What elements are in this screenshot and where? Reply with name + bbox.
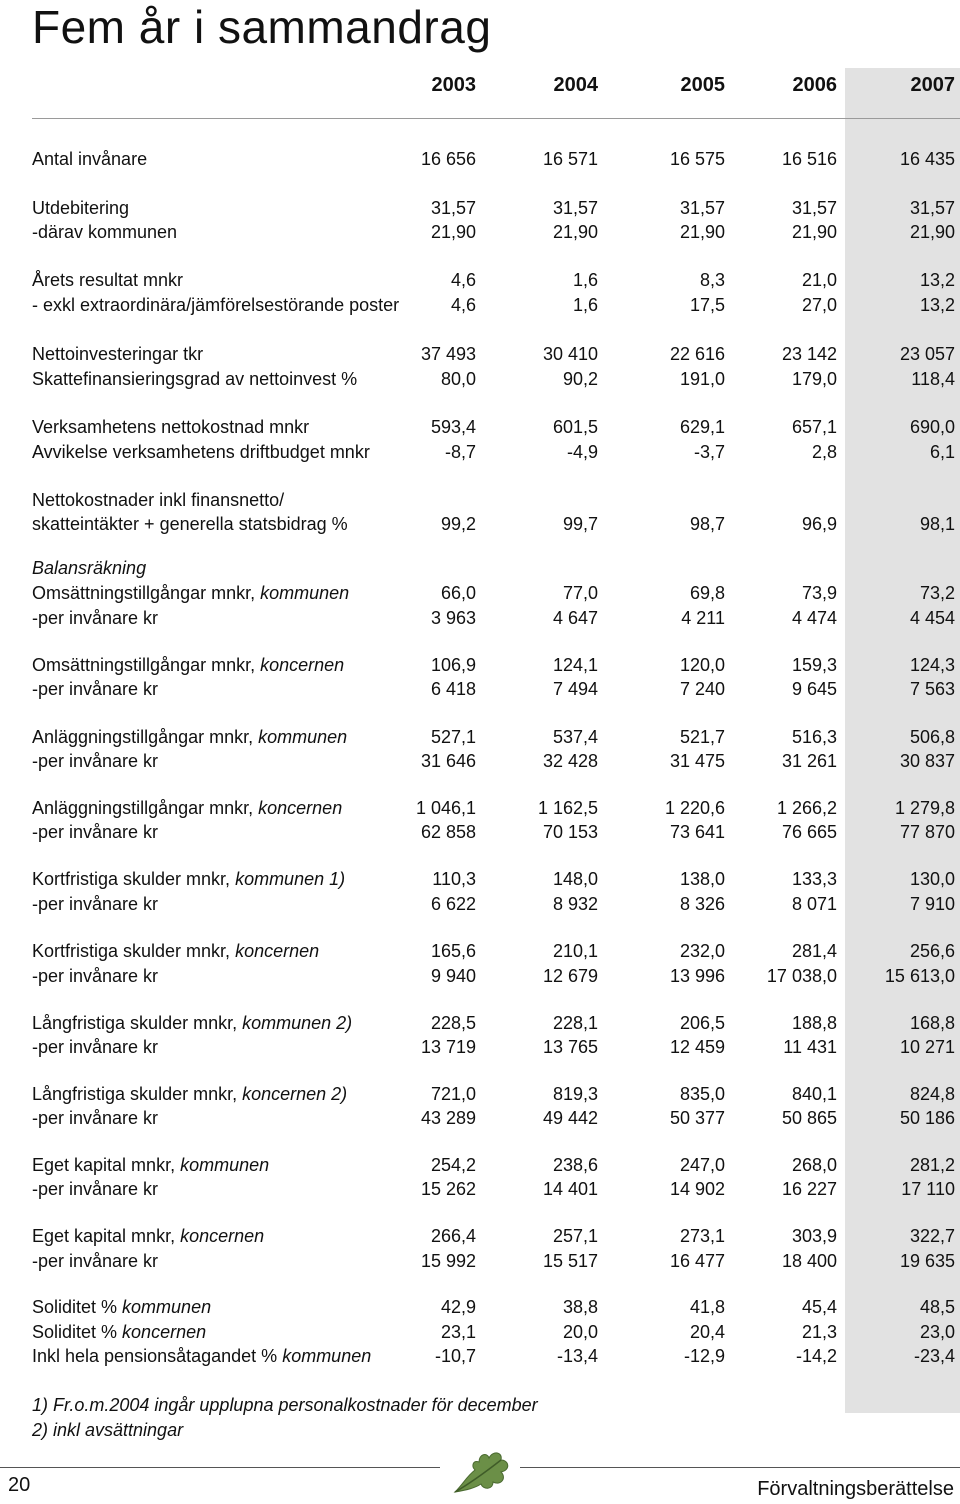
footnote-1: 1) Fr.o.m.2004 ingår upplupna personalkostnader för december <box>32 1395 538 1415</box>
row-label <box>32 965 158 987</box>
row-label-text: Skattefinansieringsgrad av nettoinvest % <box>32 369 358 389</box>
cell-2005: 8 326 <box>679 894 725 914</box>
cell-2006: 31 261 <box>781 751 837 771</box>
footnote-2: 2) inkl avsättningar <box>32 1420 184 1440</box>
row-label-text: Soliditet % <box>32 1322 123 1342</box>
cell-2003: 6 622 <box>430 894 476 914</box>
cell-2003: 6 418 <box>430 679 476 699</box>
cell-2006: 268,0 <box>791 1155 837 1175</box>
cell-2005: 8,3 <box>699 270 725 290</box>
page-number: 20 <box>8 1474 31 1496</box>
cell-2007: 10 271 <box>899 1037 955 1057</box>
row-label-text: Utdebitering <box>32 198 130 218</box>
cell-2006: 2,8 <box>811 442 837 462</box>
cell-2006: 45,4 <box>801 1297 837 1317</box>
row-label <box>32 294 399 316</box>
row-label <box>32 416 309 438</box>
cell-2006: 73,9 <box>801 583 837 603</box>
cell-2006: 8 071 <box>791 894 837 914</box>
cell-2005: 21,90 <box>679 222 725 242</box>
row-label <box>32 607 158 629</box>
cell-2003: 31,57 <box>430 198 476 218</box>
cell-2004: 16 571 <box>542 149 598 169</box>
row-label <box>32 940 319 962</box>
row-label-text: Kortfristiga skulder mnkr, <box>32 869 236 889</box>
cell-2003: 721,0 <box>430 1084 476 1104</box>
cell-2003: -8,7 <box>444 442 476 462</box>
row-label-italic: kommunen <box>180 1155 270 1175</box>
cell-2004: 13 765 <box>542 1037 598 1057</box>
cell-2003: 4,6 <box>450 270 476 290</box>
cell-2004: 257,1 <box>552 1226 598 1246</box>
cell-2006: 27,0 <box>801 295 837 315</box>
cell-2007: 168,8 <box>909 1013 955 1033</box>
cell-2004: 238,6 <box>552 1155 598 1175</box>
row-label-text: Årets resultat mnkr <box>32 270 184 290</box>
year-header-2003: 2003 <box>431 74 476 96</box>
cell-2004: 90,2 <box>562 369 598 389</box>
cell-2006: 21,3 <box>801 1322 837 1342</box>
row-label-text: -per invånare kr <box>32 894 159 914</box>
row-label-text: -per invånare kr <box>32 822 159 842</box>
cell-2006: 17 038,0 <box>766 966 837 986</box>
cell-2007: 48,5 <box>919 1297 955 1317</box>
cell-2005: 20,4 <box>689 1322 725 1342</box>
cell-2005: 16 477 <box>669 1251 725 1271</box>
row-label <box>32 1321 206 1343</box>
cell-2004: 14 401 <box>542 1179 598 1199</box>
row-label-text: -per invånare kr <box>32 1179 159 1199</box>
cell-2007: 21,90 <box>909 222 955 242</box>
cell-2003: 42,9 <box>440 1297 476 1317</box>
cell-2003: 1 046,1 <box>415 798 476 818</box>
cell-2006: 516,3 <box>791 727 837 747</box>
cell-2007: 23 057 <box>899 344 955 364</box>
cell-2007: 130,0 <box>909 869 955 889</box>
cell-2004: 8 932 <box>552 894 598 914</box>
cell-2005: 521,7 <box>679 727 725 747</box>
footer-divider-left <box>0 1467 440 1468</box>
row-label <box>32 269 183 291</box>
cell-2005: 120,0 <box>679 655 725 675</box>
row-label <box>32 797 342 819</box>
cell-2004: 537,4 <box>552 727 598 747</box>
cell-2003: 13 719 <box>420 1037 476 1057</box>
year-header-2007: 2007 <box>910 74 955 96</box>
row-label-italic: koncernen <box>122 1322 207 1342</box>
cell-2005: 14 902 <box>669 1179 725 1199</box>
row-label <box>32 1012 352 1034</box>
cell-2007: 50 186 <box>899 1108 955 1128</box>
cell-2003: -10,7 <box>434 1346 476 1366</box>
row-label <box>32 1178 158 1200</box>
cell-2006: 76 665 <box>781 822 837 842</box>
footer-divider-right <box>520 1467 960 1468</box>
row-label-text: -per invånare kr <box>32 1251 159 1271</box>
cell-2004: 30 410 <box>542 344 598 364</box>
cell-2006: 159,3 <box>791 655 837 675</box>
row-label-text: Kortfristiga skulder mnkr, <box>32 941 236 961</box>
cell-2006: -14,2 <box>795 1346 837 1366</box>
row-label-text: Nettokostnader inkl finansnetto/ <box>32 490 285 510</box>
cell-2004: 1,6 <box>572 270 598 290</box>
cell-2006: 21,90 <box>791 222 837 242</box>
row-label-text: -därav kommunen <box>32 222 178 242</box>
cell-2005: -3,7 <box>693 442 725 462</box>
cell-2005: 98,7 <box>689 514 725 534</box>
cell-2006: 11 431 <box>783 1037 837 1057</box>
cell-2004: 70 153 <box>542 822 598 842</box>
row-label <box>32 821 158 843</box>
cell-2006: 9 645 <box>791 679 837 699</box>
cell-2004: 21,90 <box>552 222 598 242</box>
cell-2006: 281,4 <box>791 941 837 961</box>
cell-2003: 266,4 <box>430 1226 476 1246</box>
cell-2004: 99,7 <box>562 514 598 534</box>
cell-2006: 18 400 <box>781 1251 837 1271</box>
cell-2004: 7 494 <box>552 679 598 699</box>
cell-2005: 138,0 <box>679 869 725 889</box>
cell-2005: 31 475 <box>669 751 725 771</box>
cell-2007: 118,4 <box>911 369 955 389</box>
row-label-text: Anläggningstillgångar mnkr, <box>32 798 259 818</box>
cell-2004: 49 442 <box>542 1108 598 1128</box>
row-label-text: Omsättningstillgångar mnkr, <box>32 655 261 675</box>
row-label-italic: kommunen <box>122 1297 212 1317</box>
cell-2003: 80,0 <box>440 369 476 389</box>
cell-2007: 15 613,0 <box>884 966 955 986</box>
cell-2005: 16 575 <box>669 149 725 169</box>
cell-2007: 19 635 <box>899 1251 955 1271</box>
cell-2003: 15 992 <box>420 1251 476 1271</box>
row-label <box>32 368 357 390</box>
row-label <box>32 513 348 535</box>
cell-2006: 188,8 <box>791 1013 837 1033</box>
row-label-italic: koncernen 2) <box>242 1084 348 1104</box>
cell-2007: 13,2 <box>919 295 955 315</box>
cell-2003: 106,9 <box>430 655 476 675</box>
cell-2006: 179,0 <box>791 369 837 389</box>
cell-2004: 210,1 <box>552 941 598 961</box>
cell-2007: 824,8 <box>909 1084 955 1104</box>
cell-2006: 31,57 <box>791 198 837 218</box>
cell-2003: 527,1 <box>430 727 476 747</box>
cell-2005: 31,57 <box>679 198 725 218</box>
cell-2004: 148,0 <box>552 869 598 889</box>
row-label-text: -per invånare kr <box>32 608 159 628</box>
cell-2004: 601,5 <box>552 417 598 437</box>
cell-2006: 16 227 <box>781 1179 837 1199</box>
cell-2003: 254,2 <box>430 1155 476 1175</box>
cell-2003: 66,0 <box>440 583 476 603</box>
cell-2005: 232,0 <box>679 941 725 961</box>
cell-2005: 835,0 <box>679 1084 725 1104</box>
cell-2004: 20,0 <box>562 1322 598 1342</box>
cell-2004: 38,8 <box>562 1297 598 1317</box>
cell-2005: -12,9 <box>683 1346 725 1366</box>
row-label <box>32 1154 269 1176</box>
cell-2005: 206,5 <box>679 1013 725 1033</box>
cell-2006: 21,0 <box>801 270 837 290</box>
row-label-text: Anläggningstillgångar mnkr, <box>32 727 259 747</box>
cell-2007: -23,4 <box>913 1346 955 1366</box>
row-label-italic: koncernen <box>258 798 343 818</box>
cell-2004: 77,0 <box>562 583 598 603</box>
cell-2007: 31,57 <box>909 198 955 218</box>
year-header-2006: 2006 <box>792 74 837 96</box>
row-label-italic: kommunen <box>258 727 348 747</box>
row-label-italic: koncernen <box>180 1226 265 1246</box>
cell-2005: 191,0 <box>679 369 725 389</box>
cell-2006: 23 142 <box>781 344 837 364</box>
cell-2007: 4 454 <box>909 608 955 628</box>
row-label-text: skatteintäkter + generella statsbidrag % <box>32 514 348 534</box>
page-title: Fem år i sammandrag <box>32 1 492 53</box>
cell-2003: 31 646 <box>420 751 476 771</box>
cell-2004: 1 162,5 <box>537 798 598 818</box>
cell-2003: 37 493 <box>420 344 476 364</box>
cell-2007: 322,7 <box>909 1226 955 1246</box>
row-label <box>32 1107 158 1129</box>
cell-2007: 7 563 <box>909 679 955 699</box>
row-label-italic: kommunen <box>260 583 350 603</box>
row-label <box>32 1083 347 1105</box>
row-label <box>32 557 146 579</box>
cell-2004: -13,4 <box>556 1346 598 1366</box>
cell-2005: 12 459 <box>669 1037 725 1057</box>
cell-2004: 12 679 <box>542 966 598 986</box>
cell-2006: 1 266,2 <box>776 798 837 818</box>
row-label <box>32 1036 158 1058</box>
section-name: Förvaltningsberättelse <box>757 1478 954 1500</box>
cell-2004: 228,1 <box>552 1013 598 1033</box>
row-label <box>32 678 158 700</box>
cell-2007: 6,1 <box>929 442 955 462</box>
cell-2005: 22 616 <box>669 344 725 364</box>
row-label-text: Avvikelse verksamhetens driftbudget mnkr <box>32 442 370 462</box>
cell-2007: 13,2 <box>919 270 955 290</box>
row-label <box>32 441 370 463</box>
cell-2003: 593,4 <box>430 417 476 437</box>
cell-2005: 1 220,6 <box>664 798 725 818</box>
row-label-text: Nettoinvesteringar tkr <box>32 344 204 364</box>
row-label-text: -per invånare kr <box>32 751 159 771</box>
header-divider <box>32 118 960 119</box>
row-label <box>32 893 158 915</box>
cell-2005: 273,1 <box>679 1226 725 1246</box>
cell-2007: 1 279,8 <box>894 798 955 818</box>
oak-leaf-icon <box>445 1440 515 1500</box>
cell-2006: 4 474 <box>791 608 837 628</box>
cell-2005: 17,5 <box>689 295 725 315</box>
cell-2004: 1,6 <box>572 295 598 315</box>
cell-2005: 4 211 <box>681 608 725 628</box>
row-label-text: Eget kapital mnkr, <box>32 1155 181 1175</box>
cell-2007: 124,3 <box>909 655 955 675</box>
row-label-text: Antal invånare <box>32 149 148 169</box>
row-label-italic: Balansräkning <box>32 558 147 578</box>
cell-2004: 32 428 <box>542 751 598 771</box>
cell-2007: 17 110 <box>901 1179 955 1199</box>
row-label <box>32 197 129 219</box>
cell-2004: -4,9 <box>566 442 598 462</box>
cell-2007: 98,1 <box>919 514 955 534</box>
row-label <box>32 1225 264 1247</box>
cell-2003: 165,6 <box>430 941 476 961</box>
cell-2007: 30 837 <box>899 751 955 771</box>
cell-2006: 16 516 <box>781 149 837 169</box>
row-label-italic: koncernen <box>260 655 345 675</box>
cell-2007: 73,2 <box>919 583 955 603</box>
cell-2006: 657,1 <box>791 417 837 437</box>
cell-2003: 16 656 <box>420 149 476 169</box>
cell-2003: 15 262 <box>420 1179 476 1199</box>
row-label <box>32 1250 158 1272</box>
cell-2007: 281,2 <box>909 1155 955 1175</box>
row-label-italic: kommunen 1) <box>235 869 346 889</box>
row-label-text: - exkl extraordinära/jämförelsestörande poster <box>32 295 400 315</box>
row-label-italic: koncernen <box>235 941 320 961</box>
cell-2006: 840,1 <box>791 1084 837 1104</box>
cell-2003: 99,2 <box>440 514 476 534</box>
cell-2003: 43 289 <box>420 1108 476 1128</box>
cell-2005: 41,8 <box>689 1297 725 1317</box>
cell-2007: 77 870 <box>899 822 955 842</box>
cell-2005: 7 240 <box>679 679 725 699</box>
row-label-text: -per invånare kr <box>32 1108 159 1128</box>
cell-2003: 62 858 <box>420 822 476 842</box>
cell-2007: 7 910 <box>909 894 955 914</box>
cell-2003: 3 963 <box>430 608 476 628</box>
cell-2004: 15 517 <box>542 1251 598 1271</box>
cell-2004: 31,57 <box>552 198 598 218</box>
cell-2006: 303,9 <box>791 1226 837 1246</box>
cell-2003: 21,90 <box>430 222 476 242</box>
row-label-italic: kommunen 2) <box>242 1013 353 1033</box>
row-label-text: Eget kapital mnkr, <box>32 1226 181 1246</box>
row-label-text: Omsättningstillgångar mnkr, <box>32 583 261 603</box>
row-label <box>32 726 347 748</box>
cell-2004: 4 647 <box>552 608 598 628</box>
cell-2004: 124,1 <box>552 655 598 675</box>
row-label <box>32 654 344 676</box>
row-label <box>32 1345 371 1367</box>
year-header-2005: 2005 <box>680 74 725 96</box>
cell-2006: 133,3 <box>791 869 837 889</box>
row-label-text: Långfristiga skulder mnkr, <box>32 1013 243 1033</box>
cell-2005: 50 377 <box>669 1108 725 1128</box>
row-label-text: -per invånare kr <box>32 679 159 699</box>
year-header-2004: 2004 <box>553 74 598 96</box>
cell-2006: 50 865 <box>781 1108 837 1128</box>
cell-2007: 23,0 <box>919 1322 955 1342</box>
cell-2003: 228,5 <box>430 1013 476 1033</box>
row-label <box>32 582 349 604</box>
cell-2003: 9 940 <box>430 966 476 986</box>
cell-2005: 629,1 <box>679 417 725 437</box>
cell-2007: 16 435 <box>899 149 955 169</box>
cell-2007: 256,6 <box>909 941 955 961</box>
row-label-text: Soliditet % <box>32 1297 123 1317</box>
row-label <box>32 343 203 365</box>
cell-2004: 819,3 <box>552 1084 598 1104</box>
row-label <box>32 868 345 890</box>
row-label <box>32 1296 211 1318</box>
cell-2005: 247,0 <box>679 1155 725 1175</box>
row-label-text: -per invånare kr <box>32 966 159 986</box>
row-label-text: -per invånare kr <box>32 1037 159 1057</box>
cell-2007: 690,0 <box>909 417 955 437</box>
row-label <box>32 221 177 243</box>
row-label <box>32 750 158 772</box>
row-label <box>32 489 284 511</box>
row-label-text: Inkl hela pensionsåtagandet % <box>32 1346 283 1366</box>
row-label-italic: kommunen <box>282 1346 372 1366</box>
row-label-text: Långfristiga skulder mnkr, <box>32 1084 243 1104</box>
row-label-text: Verksamhetens nettokostnad mnkr <box>32 417 310 437</box>
cell-2006: 96,9 <box>801 514 837 534</box>
cell-2003: 23,1 <box>440 1322 476 1342</box>
cell-2005: 69,8 <box>689 583 725 603</box>
cell-2007: 506,8 <box>909 727 955 747</box>
cell-2003: 110,3 <box>432 869 476 889</box>
cell-2005: 13 996 <box>669 966 725 986</box>
cell-2003: 4,6 <box>450 295 476 315</box>
row-label <box>32 148 147 170</box>
cell-2005: 73 641 <box>669 822 725 842</box>
